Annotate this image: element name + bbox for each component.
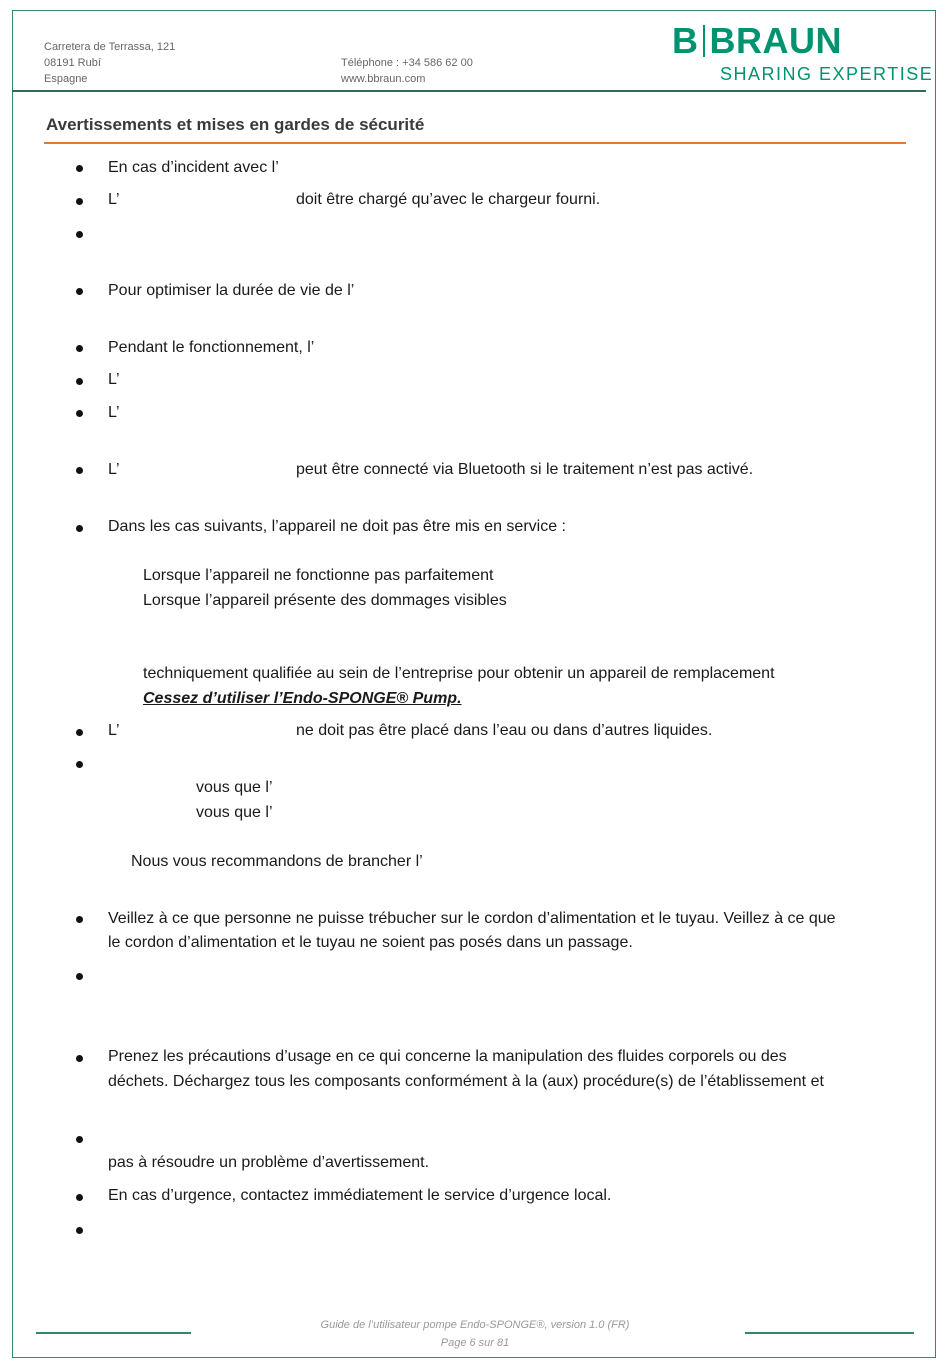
- list-item-text: le cordon d’alimentation et le tuyau ne soient pas posés dans un passage.: [108, 934, 633, 951]
- bullet: [76, 1227, 83, 1234]
- sub-item-text: vous que l’: [196, 779, 273, 796]
- bullet: [76, 1136, 83, 1143]
- bullet: [76, 345, 83, 352]
- footer-rule-right: [745, 1332, 914, 1334]
- bullet: [76, 467, 83, 474]
- bullet: [76, 525, 83, 532]
- bullet: [76, 165, 83, 172]
- bullet: [76, 761, 83, 768]
- logo-letter: B: [672, 20, 699, 61]
- list-item-text: Pour optimiser la durée de vie de l’: [108, 282, 355, 299]
- sub-item-text: Lorsque l’appareil présente des dommages visibles: [143, 592, 507, 609]
- sub-item-text: vous que l’: [196, 804, 273, 821]
- header-divider: [12, 90, 926, 92]
- list-item-text: peut être connecté via Bluetooth si le traitement n’est pas activé.: [296, 461, 754, 478]
- bullet: [76, 198, 83, 205]
- logo-tagline: SHARING EXPERTISE: [720, 64, 934, 84]
- bullet: [76, 410, 83, 417]
- bullet: [76, 1194, 83, 1201]
- bullet: [76, 378, 83, 385]
- bullet: [76, 288, 83, 295]
- address-line: Carretera de Terrassa, 121: [44, 41, 176, 53]
- footer-rule-left: [36, 1332, 191, 1334]
- bullet: [76, 1055, 83, 1062]
- list-item-text: Pendant le fonctionnement, l’: [108, 339, 315, 356]
- section-title: Avertissements et mises en gardes de sécurité: [46, 115, 425, 134]
- list-item-text: Dans les cas suivants, l’appareil ne doit pas être mis en service :: [108, 518, 566, 535]
- list-item-text: doit être chargé qu’avec le chargeur fourni.: [296, 191, 601, 208]
- bbraun-logo: [672, 20, 934, 84]
- list-item-text: Prenez les précautions d’usage en ce qui concerne la manipulation des fluides corporels ou des: [108, 1048, 787, 1065]
- list-item-text: L’: [108, 461, 120, 478]
- warning-text: Cessez d’utiliser l’Endo-SPONGE® Pump.: [143, 690, 462, 707]
- company-address: [44, 39, 175, 87]
- company-contact: [341, 55, 473, 87]
- bullet: [76, 231, 83, 238]
- list-item-text: L’: [108, 404, 120, 421]
- list-item-text: L’: [108, 191, 120, 208]
- phone-number: Téléphone : +34 586 62 00: [341, 57, 473, 69]
- list-item-text: L’: [108, 371, 120, 388]
- address-line: Espagne: [44, 73, 88, 85]
- bullet: [76, 973, 83, 980]
- address-line: 08191 Rubí: [44, 57, 101, 69]
- list-item-text: L’: [108, 722, 120, 739]
- sub-item-text: techniquement qualifiée au sein de l’entreprise pour obtenir un appareil de remplacement: [143, 665, 775, 682]
- bullet: [76, 729, 83, 736]
- list-item-text: En cas d’incident avec l’: [108, 159, 279, 176]
- website: www.bbraun.com: [341, 73, 426, 85]
- list-item-text: pas à résoudre un problème d’avertissement.: [108, 1154, 430, 1171]
- logo-wordmark: BRAUN: [709, 20, 842, 61]
- sub-item-text: Nous vous recommandons de brancher l’: [131, 853, 423, 870]
- list-item-text: ne doit pas être placé dans l’eau ou dans d’autres liquides.: [296, 722, 713, 739]
- section-underline: [44, 142, 906, 144]
- page-number: Page 6 sur 81: [440, 1337, 510, 1349]
- list-item-text: En cas d’urgence, contactez immédiatement le service d’urgence local.: [108, 1187, 612, 1204]
- bullet: [76, 916, 83, 923]
- sub-item-text: Lorsque l’appareil ne fonctionne pas parfaitement: [143, 567, 494, 584]
- footer-guide-title: Guide de l’utilisateur pompe Endo-SPONGE®, version 1.0 (FR): [320, 1319, 630, 1331]
- list-item-text: Veillez à ce que personne ne puisse trébucher sur le cordon d’alimentation et le tuyau. Veillez à ce que: [108, 910, 836, 927]
- list-item-text: déchets. Déchargez tous les composants conformément à la (aux) procédure(s) de l’établissement et: [108, 1073, 824, 1090]
- logo-divider: [703, 25, 705, 57]
